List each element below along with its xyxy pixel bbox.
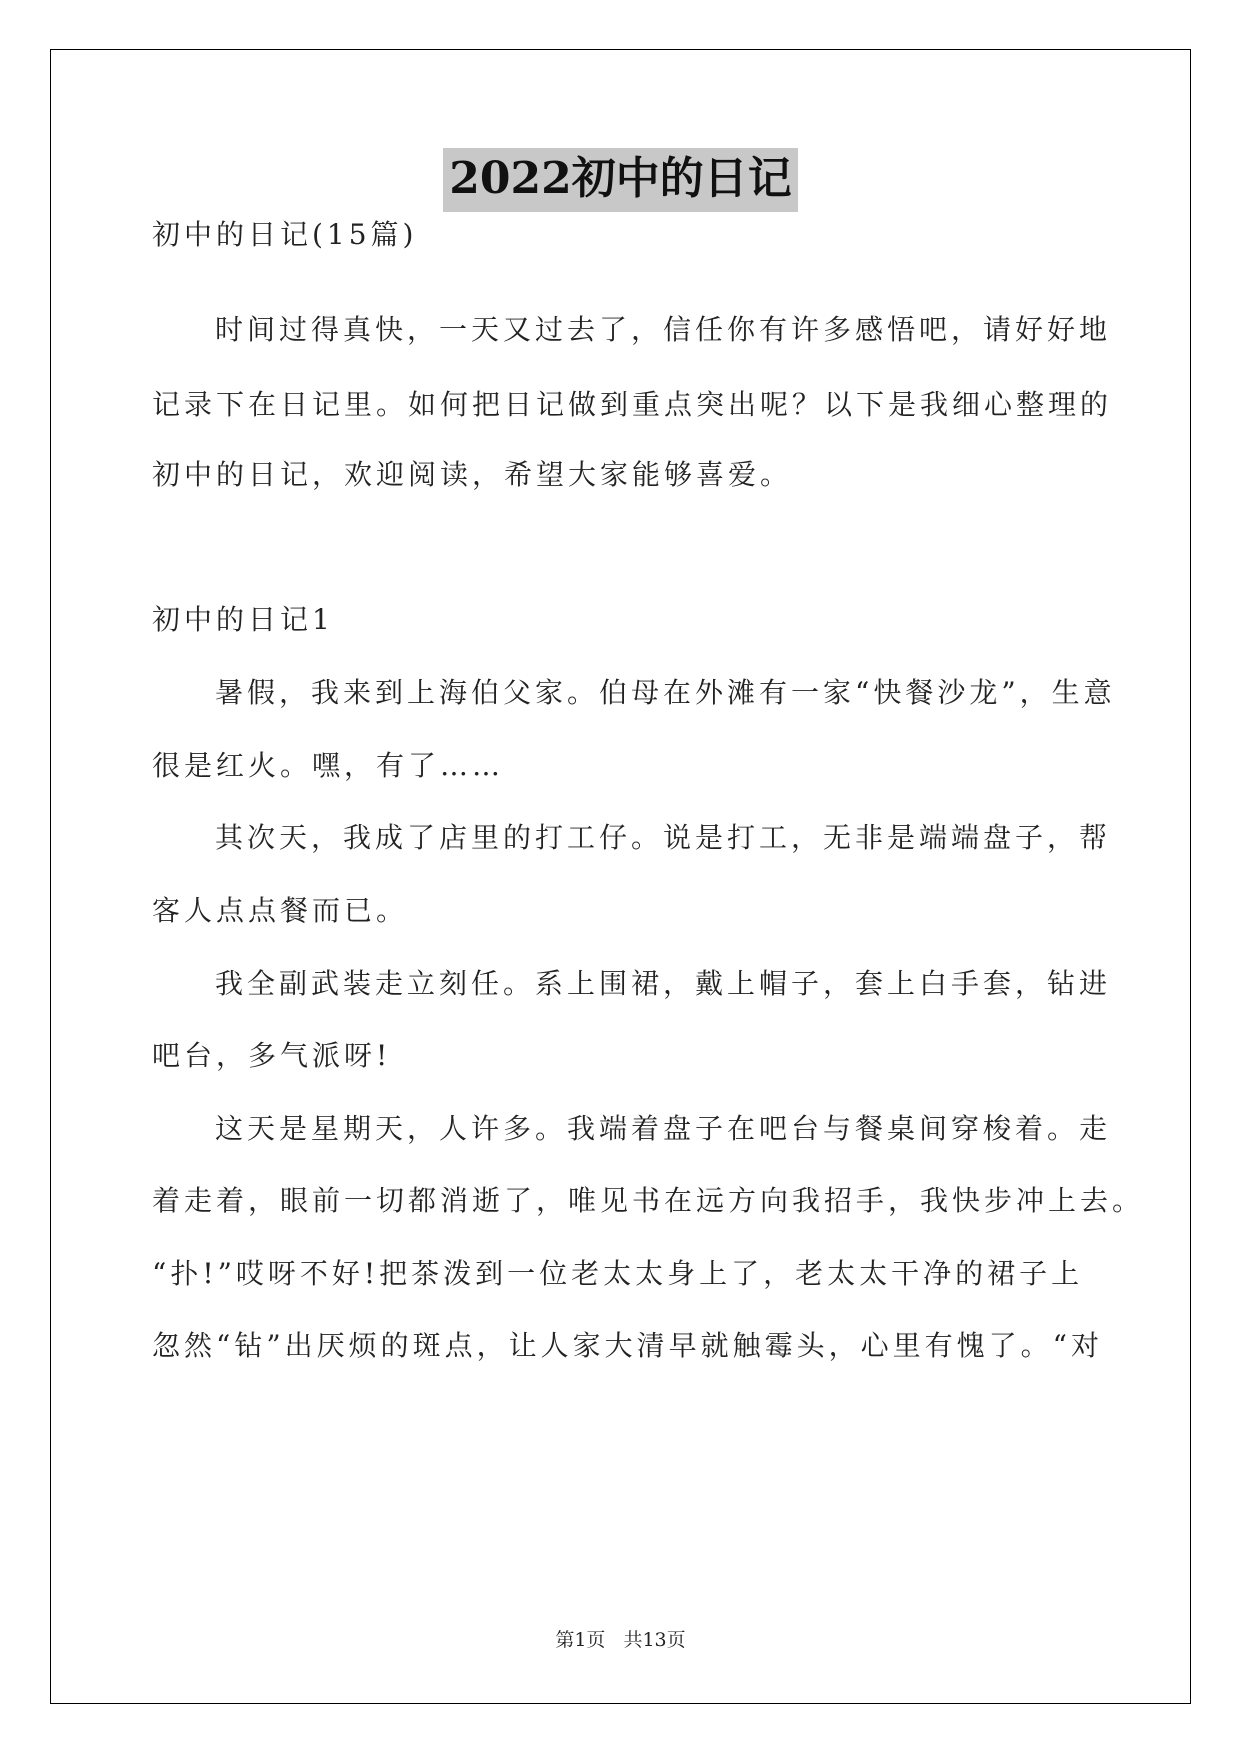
- paragraph-line: 暑假，我来到上海伯父家。伯母在外滩有一家“快餐沙龙”，生意: [215, 676, 1116, 709]
- paragraph-line: 着走着，眼前一切都消逝了，唯见书在远方向我招手，我快步冲上去。: [152, 1184, 1145, 1217]
- paragraph-line: 这天是星期天，人许多。我端着盘子在吧台与餐桌间穿梭着。走: [215, 1112, 1112, 1145]
- paragraph-line: “扑!”哎呀不好!把茶泼到一位老太太身上了，老太太干净的裙子上: [152, 1257, 1084, 1290]
- paragraph-line: 我全副武装走立刻任。系上围裙，戴上帽子，套上白手套，钻进: [215, 967, 1112, 1000]
- paragraph-line: 客人点点餐而已。: [152, 894, 409, 927]
- paragraph-line: 忽然“钻”出厌烦的斑点，让人家大清早就触霉头，心里有愧了。“对: [152, 1329, 1103, 1362]
- paragraph-line: 时间过得真快，一天又过去了，信任你有许多感悟吧，请好好地: [215, 313, 1112, 346]
- document-title: 2022初中的日记: [443, 148, 797, 212]
- page-border: [50, 49, 1191, 1704]
- page-footer: [0, 1625, 1241, 1652]
- paragraph-line: 其次天，我成了店里的打工仔。说是打工，无非是端端盘子，帮: [215, 821, 1112, 854]
- paragraph-line: 记录下在日记里。如何把日记做到重点突出呢？以下是我细心整理的: [152, 388, 1113, 421]
- paragraph-line: 吧台，多气派呀!: [152, 1039, 392, 1072]
- subtitle-line: 初中的日记(15篇): [152, 218, 418, 251]
- section-heading: 初中的日记1: [152, 603, 334, 636]
- page-number: 第1页: [555, 1629, 606, 1651]
- paragraph-line: 很是红火。嘿，有了……: [152, 749, 505, 782]
- title-container: [0, 148, 1241, 212]
- paragraph-line: 初中的日记，欢迎阅读，希望大家能够喜爱。: [152, 458, 793, 491]
- page-total: 共13页: [623, 1629, 686, 1651]
